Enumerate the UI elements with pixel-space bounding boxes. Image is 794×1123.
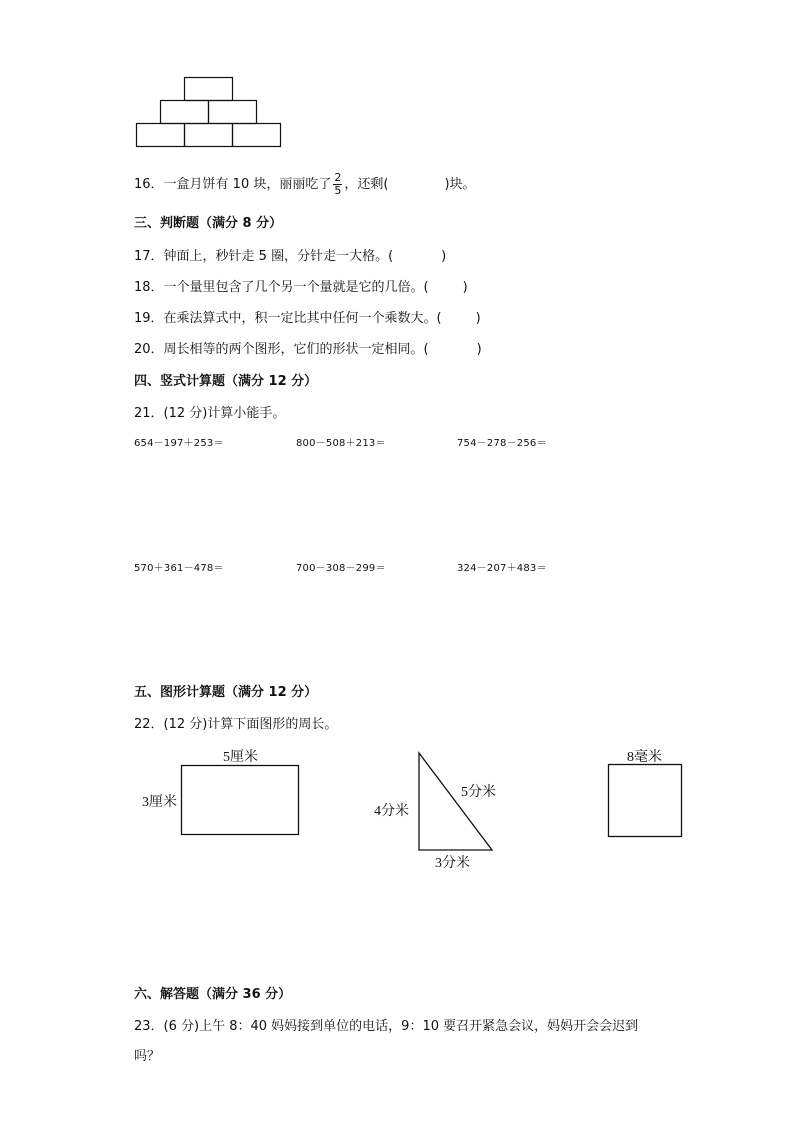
question-22: 22．(12 分)计算下面图形的周长。 <box>134 717 338 732</box>
section-title-word-problems: 六、解答题（满分 36 分） <box>134 987 292 1002</box>
calc-expression: 324－207＋483＝ <box>457 563 547 574</box>
calc-expression: 700－308－299＝ <box>296 563 386 574</box>
q17-text: 17．钟面上，秒针走 5 圈，分针走一大格。( <box>134 249 394 264</box>
calc-expression: 570＋361－478＝ <box>134 563 224 574</box>
triangle-base-label: 3分米 <box>435 856 470 871</box>
fraction <box>333 172 342 197</box>
rectangle-figure <box>180 764 302 838</box>
calc-expression: 654－197＋253＝ <box>134 438 224 449</box>
close-paren: ) <box>476 342 482 357</box>
brick <box>209 101 257 124</box>
close-paren: ) <box>475 311 481 326</box>
q16-prefix: 16．一盒月饼有 10 块，丽丽吃了 <box>134 177 332 192</box>
triangle-hypotenuse-label: 5分米 <box>461 785 496 800</box>
question-18 <box>134 276 468 295</box>
section-title-figure-calc: 五、图形计算题（满分 12 分） <box>134 685 318 700</box>
question-21: 21．(12 分)计算小能手。 <box>134 406 286 421</box>
question-23-line1: 23．(6 分)上午 8：40 妈妈接到单位的电话，9：10 要召开紧急会议，妈妈开会会迟到 <box>134 1019 639 1034</box>
question-23-line2: 吗？ <box>134 1049 161 1064</box>
q19-text: 19．在乘法算式中，积一定比其中任何一个乘数大。( <box>134 311 442 326</box>
question-19 <box>134 307 481 326</box>
brick-pyramid-figure <box>130 70 290 152</box>
triangle-height-label: 4分米 <box>374 804 409 819</box>
close-paren: ) <box>441 249 447 264</box>
square-side-label: 8毫米 <box>627 750 662 765</box>
square-figure <box>607 763 685 839</box>
brick <box>233 124 281 147</box>
section-title-vertical-calc: 四、竖式计算题（满分 12 分） <box>134 374 318 389</box>
rectangle-width-label: 3厘米 <box>142 795 177 810</box>
q20-text: 20．周长相等的两个图形，它们的形状一定相同。( <box>134 342 429 357</box>
brick <box>161 101 209 124</box>
calc-expression: 754－278－256＝ <box>457 438 547 449</box>
brick <box>185 78 233 101</box>
q18-text: 18．一个量里包含了几个另一个量就是它的几倍。( <box>134 280 429 295</box>
question-20 <box>134 338 482 357</box>
question-17 <box>134 245 446 264</box>
q16-suffix: )块。 <box>444 177 476 192</box>
right-triangle-figure <box>416 750 496 854</box>
brick <box>137 124 185 147</box>
q16-mid: ，还剩( <box>344 177 389 192</box>
fraction-numerator: 2 <box>334 171 342 184</box>
brick <box>185 124 233 147</box>
question-16 <box>134 172 476 197</box>
fraction-denominator: 5 <box>334 184 342 197</box>
rectangle-length-label: 5厘米 <box>223 750 258 765</box>
calc-expression: 800－508＋213＝ <box>296 438 386 449</box>
section-title-judgement: 三、判断题（满分 8 分） <box>134 216 283 231</box>
close-paren: ) <box>462 280 468 295</box>
